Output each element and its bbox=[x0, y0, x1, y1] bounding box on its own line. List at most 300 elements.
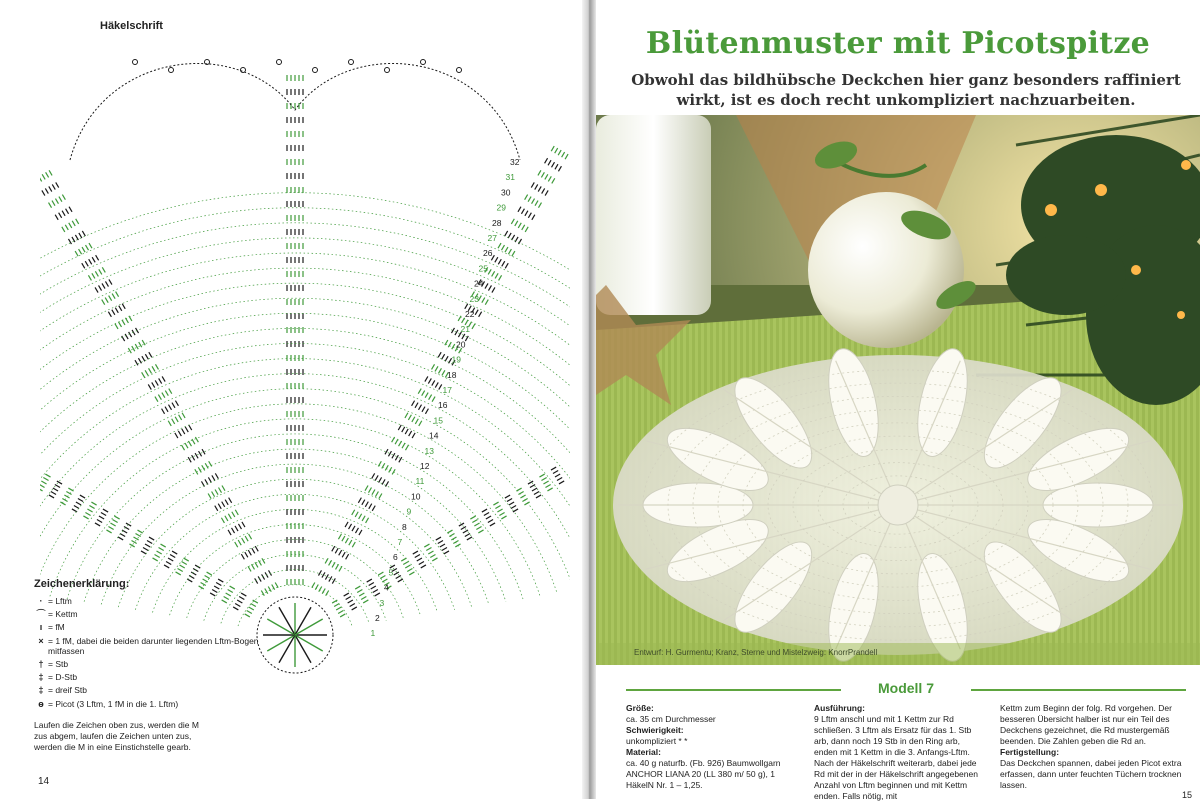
stitch bbox=[75, 251, 78, 256]
stitch bbox=[429, 395, 432, 400]
stitch-group bbox=[511, 219, 528, 232]
row-number: 11 bbox=[415, 476, 425, 487]
stitch bbox=[425, 393, 428, 398]
stitch bbox=[340, 614, 345, 617]
stitch bbox=[551, 146, 554, 151]
stitch-group bbox=[102, 292, 119, 305]
stitch bbox=[101, 513, 106, 516]
stitch bbox=[95, 271, 98, 276]
stitch bbox=[495, 257, 498, 262]
stitch-group bbox=[188, 449, 205, 462]
stitch bbox=[474, 523, 479, 526]
row-number: 17 bbox=[442, 385, 452, 395]
stitch bbox=[409, 431, 412, 436]
stitch bbox=[519, 239, 522, 244]
stitch bbox=[459, 523, 464, 526]
stitch-group bbox=[221, 510, 238, 523]
stitch bbox=[185, 427, 188, 432]
stitch bbox=[148, 384, 151, 389]
stitch bbox=[476, 526, 481, 529]
stitch bbox=[348, 600, 353, 603]
legend-text: = Stb bbox=[48, 658, 69, 669]
stitch bbox=[346, 554, 349, 559]
stitch bbox=[361, 596, 366, 599]
stitch bbox=[445, 356, 448, 361]
stitch bbox=[352, 607, 357, 610]
stitch bbox=[515, 221, 518, 226]
stitch-group bbox=[287, 145, 303, 151]
stitch bbox=[255, 546, 258, 551]
stitch bbox=[51, 491, 56, 494]
stitch bbox=[155, 364, 158, 369]
stitch bbox=[482, 509, 487, 512]
stitch-group bbox=[287, 523, 303, 529]
row-number: 25 bbox=[478, 263, 488, 274]
model-header bbox=[626, 680, 1186, 698]
stitch bbox=[535, 184, 538, 189]
chart-title: Häkelschrift bbox=[100, 20, 163, 32]
stitch bbox=[548, 176, 551, 181]
stitch bbox=[126, 523, 131, 526]
stitch bbox=[398, 579, 403, 582]
stitch bbox=[478, 530, 483, 533]
legend-symbol: ⌒ bbox=[36, 609, 46, 619]
stitch-group bbox=[68, 231, 85, 244]
stitch bbox=[182, 413, 185, 418]
stitch bbox=[207, 572, 212, 575]
stitch-group bbox=[518, 207, 535, 220]
material-heading: Material: bbox=[626, 747, 661, 757]
stitch bbox=[525, 195, 528, 200]
stitch bbox=[119, 306, 122, 311]
stitch bbox=[55, 485, 60, 488]
stitch-group bbox=[142, 364, 159, 377]
stitch-group bbox=[162, 401, 179, 414]
stitch bbox=[89, 259, 92, 264]
stitch bbox=[76, 502, 81, 505]
stitch bbox=[165, 407, 168, 412]
stitch bbox=[355, 528, 358, 533]
stitch bbox=[319, 587, 322, 592]
stitch bbox=[425, 409, 428, 414]
stitch-group bbox=[75, 243, 92, 256]
stitch bbox=[178, 431, 181, 436]
stitch bbox=[336, 607, 341, 610]
stitch bbox=[342, 552, 345, 557]
stitch bbox=[402, 443, 405, 448]
stitch bbox=[102, 300, 105, 305]
stitch bbox=[531, 182, 534, 187]
stitch bbox=[241, 554, 244, 559]
stitch bbox=[405, 413, 408, 418]
stitch-group bbox=[287, 397, 303, 403]
stitch bbox=[438, 352, 441, 357]
stitch bbox=[232, 528, 235, 533]
picot bbox=[457, 68, 462, 73]
row-number: 3 bbox=[379, 597, 385, 608]
stitch-group bbox=[287, 467, 303, 473]
stitch bbox=[102, 283, 105, 288]
stitch bbox=[40, 484, 45, 487]
stitch bbox=[145, 370, 148, 375]
stitch-group bbox=[175, 425, 192, 438]
stitch bbox=[170, 555, 175, 558]
stitch-group bbox=[195, 461, 212, 474]
stitch bbox=[52, 184, 55, 189]
stitch bbox=[97, 519, 102, 522]
stitch bbox=[64, 495, 69, 498]
stitch bbox=[235, 510, 238, 515]
stitch bbox=[185, 443, 188, 448]
stitch bbox=[415, 403, 418, 408]
stitch bbox=[212, 475, 215, 480]
stitch bbox=[191, 572, 196, 575]
stitch bbox=[505, 247, 508, 252]
row-number: 9 bbox=[406, 506, 412, 517]
stitch bbox=[539, 474, 544, 477]
stitch bbox=[365, 502, 368, 507]
stitch bbox=[392, 437, 395, 442]
legend-symbol: · bbox=[39, 595, 43, 606]
legend-text: = D-Stb bbox=[48, 672, 78, 682]
picot bbox=[349, 60, 354, 65]
stitch bbox=[451, 537, 456, 540]
stitch bbox=[161, 544, 166, 547]
stitch-group bbox=[287, 579, 303, 585]
stitch bbox=[541, 478, 546, 481]
stitch bbox=[62, 211, 65, 216]
stitch bbox=[155, 554, 160, 557]
stitch bbox=[182, 429, 185, 434]
stitch bbox=[208, 494, 211, 499]
stitch-group bbox=[287, 537, 303, 543]
stitch-group bbox=[551, 467, 564, 484]
stitch bbox=[232, 512, 235, 517]
stitch bbox=[172, 403, 175, 408]
stitch bbox=[116, 292, 119, 297]
legend-text: = Lftm bbox=[48, 595, 72, 606]
stitch-group bbox=[287, 341, 303, 347]
stitch bbox=[229, 498, 232, 503]
stitch-group bbox=[40, 474, 51, 491]
legend-item bbox=[34, 636, 284, 657]
stitch bbox=[379, 477, 382, 482]
stitch-group bbox=[398, 425, 415, 438]
stitch bbox=[509, 502, 514, 505]
stitch bbox=[245, 552, 248, 557]
stitch bbox=[528, 213, 531, 218]
right-page bbox=[596, 0, 1200, 799]
row-number: 1 bbox=[370, 628, 376, 639]
stitch bbox=[322, 572, 325, 577]
stitch bbox=[359, 530, 362, 535]
stitch bbox=[385, 465, 388, 470]
stitch bbox=[375, 492, 378, 497]
stitch-group bbox=[432, 364, 449, 377]
stitch bbox=[409, 572, 414, 575]
stitch bbox=[432, 397, 435, 402]
row-number: 23 bbox=[469, 293, 479, 304]
legend-text: = Picot (3 Lftm, 1 fM in die 1. Lftm) bbox=[48, 698, 179, 709]
row-number: 29 bbox=[496, 202, 506, 213]
stitch-group bbox=[287, 411, 303, 417]
stitch bbox=[103, 509, 108, 512]
stitch bbox=[129, 544, 134, 547]
stitch bbox=[545, 484, 550, 487]
stitch bbox=[565, 154, 568, 159]
stitch-group bbox=[208, 486, 225, 499]
stitch bbox=[143, 547, 148, 550]
page-number-left: 14 bbox=[38, 776, 50, 787]
stitch bbox=[419, 421, 422, 426]
stitch bbox=[89, 506, 94, 509]
stitch bbox=[511, 219, 514, 224]
stitch bbox=[373, 589, 378, 592]
stitch bbox=[425, 376, 428, 381]
stitch bbox=[108, 312, 111, 317]
chain-arc bbox=[40, 193, 570, 556]
stitch bbox=[501, 245, 504, 250]
stitch bbox=[392, 453, 395, 458]
stitch bbox=[125, 334, 128, 339]
stitch bbox=[386, 481, 389, 486]
stitch bbox=[465, 533, 470, 536]
stitch bbox=[444, 551, 449, 554]
stitch bbox=[366, 518, 369, 523]
stitch bbox=[499, 512, 504, 515]
stitch bbox=[42, 174, 45, 179]
stitch bbox=[252, 548, 255, 553]
stitch bbox=[501, 516, 506, 519]
stitch bbox=[455, 330, 458, 335]
stitch bbox=[182, 445, 185, 450]
legend-item bbox=[34, 622, 284, 633]
stitch bbox=[486, 516, 491, 519]
stitch bbox=[545, 174, 548, 179]
stitch bbox=[137, 530, 142, 533]
stitch bbox=[49, 203, 52, 208]
stitch-group bbox=[153, 544, 166, 561]
legend-note: Laufen die Zeichen oben zus, werden die M zus abgem, laufen die Zeichen unten zus, werden die M in eine Einstichstelle gearb. bbox=[34, 719, 199, 752]
stitch bbox=[536, 495, 541, 498]
stitch-group bbox=[287, 481, 303, 487]
stitch bbox=[558, 150, 561, 155]
stitch-group bbox=[287, 229, 303, 235]
stitch bbox=[147, 541, 152, 544]
stitch bbox=[122, 336, 125, 341]
legend-symbol: × bbox=[38, 635, 44, 646]
stitch bbox=[518, 207, 521, 212]
stitch bbox=[552, 162, 555, 167]
stitch bbox=[106, 530, 111, 533]
legend-symbol: † bbox=[38, 658, 44, 669]
stitch bbox=[412, 401, 415, 406]
row-number: 10 bbox=[411, 491, 421, 502]
stitch bbox=[372, 473, 375, 478]
stitch bbox=[228, 530, 231, 535]
stitch bbox=[175, 401, 178, 406]
stitch bbox=[169, 389, 172, 394]
picot bbox=[385, 68, 390, 73]
stitch-group bbox=[82, 255, 99, 268]
stitch-group bbox=[412, 401, 429, 414]
stitch-group bbox=[436, 537, 449, 554]
legend-item bbox=[34, 596, 284, 607]
row-number: 31 bbox=[505, 172, 515, 183]
stitch bbox=[499, 275, 502, 280]
stitch bbox=[82, 247, 85, 252]
picot bbox=[421, 60, 426, 65]
stitch-group bbox=[287, 89, 303, 95]
stitch bbox=[375, 593, 380, 596]
stitch bbox=[388, 451, 391, 456]
legend-item bbox=[34, 659, 284, 670]
article-title: Blütenmuster mit Picotspitze bbox=[645, 26, 1151, 61]
difficulty-heading: Schwierigkeit: bbox=[626, 725, 684, 735]
stitch bbox=[175, 433, 178, 438]
stitch bbox=[215, 490, 218, 495]
stitch bbox=[76, 219, 79, 224]
stitch bbox=[534, 491, 539, 494]
stitch-group bbox=[129, 530, 142, 547]
stitch bbox=[157, 551, 162, 554]
stitch bbox=[342, 536, 345, 541]
stitch bbox=[485, 283, 488, 288]
stitch bbox=[195, 565, 200, 568]
stitch bbox=[345, 538, 348, 543]
stitch-group bbox=[128, 340, 145, 353]
stitch bbox=[396, 575, 401, 578]
stitch bbox=[112, 310, 115, 315]
stitch bbox=[55, 215, 58, 220]
stitch bbox=[362, 500, 365, 505]
stitch bbox=[180, 565, 185, 568]
stitch bbox=[166, 561, 171, 564]
stitch bbox=[524, 502, 529, 505]
stitch bbox=[485, 300, 488, 305]
legend-text: = fM bbox=[48, 622, 65, 633]
stitch bbox=[518, 492, 523, 495]
stitch bbox=[532, 215, 535, 220]
stitch bbox=[142, 340, 145, 345]
stitch bbox=[488, 269, 491, 274]
stitch bbox=[535, 201, 538, 206]
stitch bbox=[112, 294, 115, 299]
stitch-group bbox=[352, 510, 369, 523]
stitch-group bbox=[538, 170, 555, 183]
legend-symbol: ‡ bbox=[38, 685, 44, 696]
stitch bbox=[149, 537, 154, 540]
stitch bbox=[85, 512, 90, 515]
stitch bbox=[53, 488, 58, 491]
stitch-group bbox=[287, 131, 303, 137]
stitch bbox=[172, 551, 177, 554]
stitch bbox=[245, 536, 248, 541]
stitch bbox=[352, 542, 355, 547]
stitch bbox=[92, 257, 95, 262]
stitch bbox=[432, 558, 437, 561]
stitch-group bbox=[287, 439, 303, 445]
legend-item bbox=[34, 699, 284, 710]
stitch-group bbox=[241, 546, 258, 559]
stitch bbox=[555, 148, 558, 153]
stitch-group bbox=[164, 551, 177, 568]
stitch-group bbox=[551, 146, 568, 159]
stitch-group bbox=[248, 558, 265, 571]
stitch bbox=[83, 516, 88, 519]
stitch bbox=[205, 463, 208, 468]
chain-arc bbox=[40, 328, 570, 580]
stitch bbox=[176, 572, 181, 575]
stitch bbox=[66, 209, 69, 214]
legend-text: = Kettm bbox=[48, 609, 78, 619]
stitch bbox=[192, 439, 195, 444]
stitch bbox=[438, 541, 443, 544]
stitch-group bbox=[470, 516, 483, 533]
stitch bbox=[128, 348, 131, 353]
stitch-group bbox=[287, 285, 303, 291]
stitch bbox=[225, 516, 228, 521]
chain-arc bbox=[40, 374, 570, 589]
stitch bbox=[538, 170, 541, 175]
stitch bbox=[142, 356, 145, 361]
stitch bbox=[168, 421, 171, 426]
stitch bbox=[59, 213, 62, 218]
legend-title: Zeichenerklärung: bbox=[34, 578, 130, 590]
stitch bbox=[184, 558, 189, 561]
stitch-group bbox=[531, 182, 548, 195]
stitch-group bbox=[83, 502, 96, 519]
stitch bbox=[225, 500, 228, 505]
stitch bbox=[49, 186, 52, 191]
stitch bbox=[88, 275, 91, 280]
stitch bbox=[538, 203, 541, 208]
instructions-col-3 bbox=[1000, 703, 1185, 791]
stitch bbox=[221, 518, 224, 523]
model-label: Modell 7 bbox=[877, 680, 934, 696]
stitch bbox=[355, 586, 360, 589]
stitch-group bbox=[287, 257, 303, 263]
stitch bbox=[135, 360, 138, 365]
stitch bbox=[242, 538, 245, 543]
stitch bbox=[418, 389, 421, 394]
stitch bbox=[91, 502, 96, 505]
stitch bbox=[352, 526, 355, 531]
stitch-group bbox=[141, 537, 154, 554]
stitch-group bbox=[332, 546, 349, 559]
stitch bbox=[238, 540, 241, 545]
stitch bbox=[413, 551, 418, 554]
stitch-group bbox=[287, 369, 303, 375]
stitch bbox=[518, 223, 521, 228]
stitch-group bbox=[405, 413, 422, 426]
stitch bbox=[349, 540, 352, 545]
chain-arc bbox=[40, 343, 570, 582]
stitch bbox=[99, 516, 104, 519]
stitch-group bbox=[287, 425, 303, 431]
stitch bbox=[87, 509, 92, 512]
row-number: 7 bbox=[397, 537, 403, 547]
stitch bbox=[502, 261, 505, 266]
stitch bbox=[432, 380, 435, 385]
stitch bbox=[405, 445, 408, 450]
stitch bbox=[122, 304, 125, 309]
stitch-group bbox=[318, 570, 335, 583]
stitch bbox=[49, 495, 54, 498]
stitch bbox=[498, 243, 501, 248]
stitch bbox=[371, 586, 376, 589]
stitch bbox=[350, 603, 355, 606]
